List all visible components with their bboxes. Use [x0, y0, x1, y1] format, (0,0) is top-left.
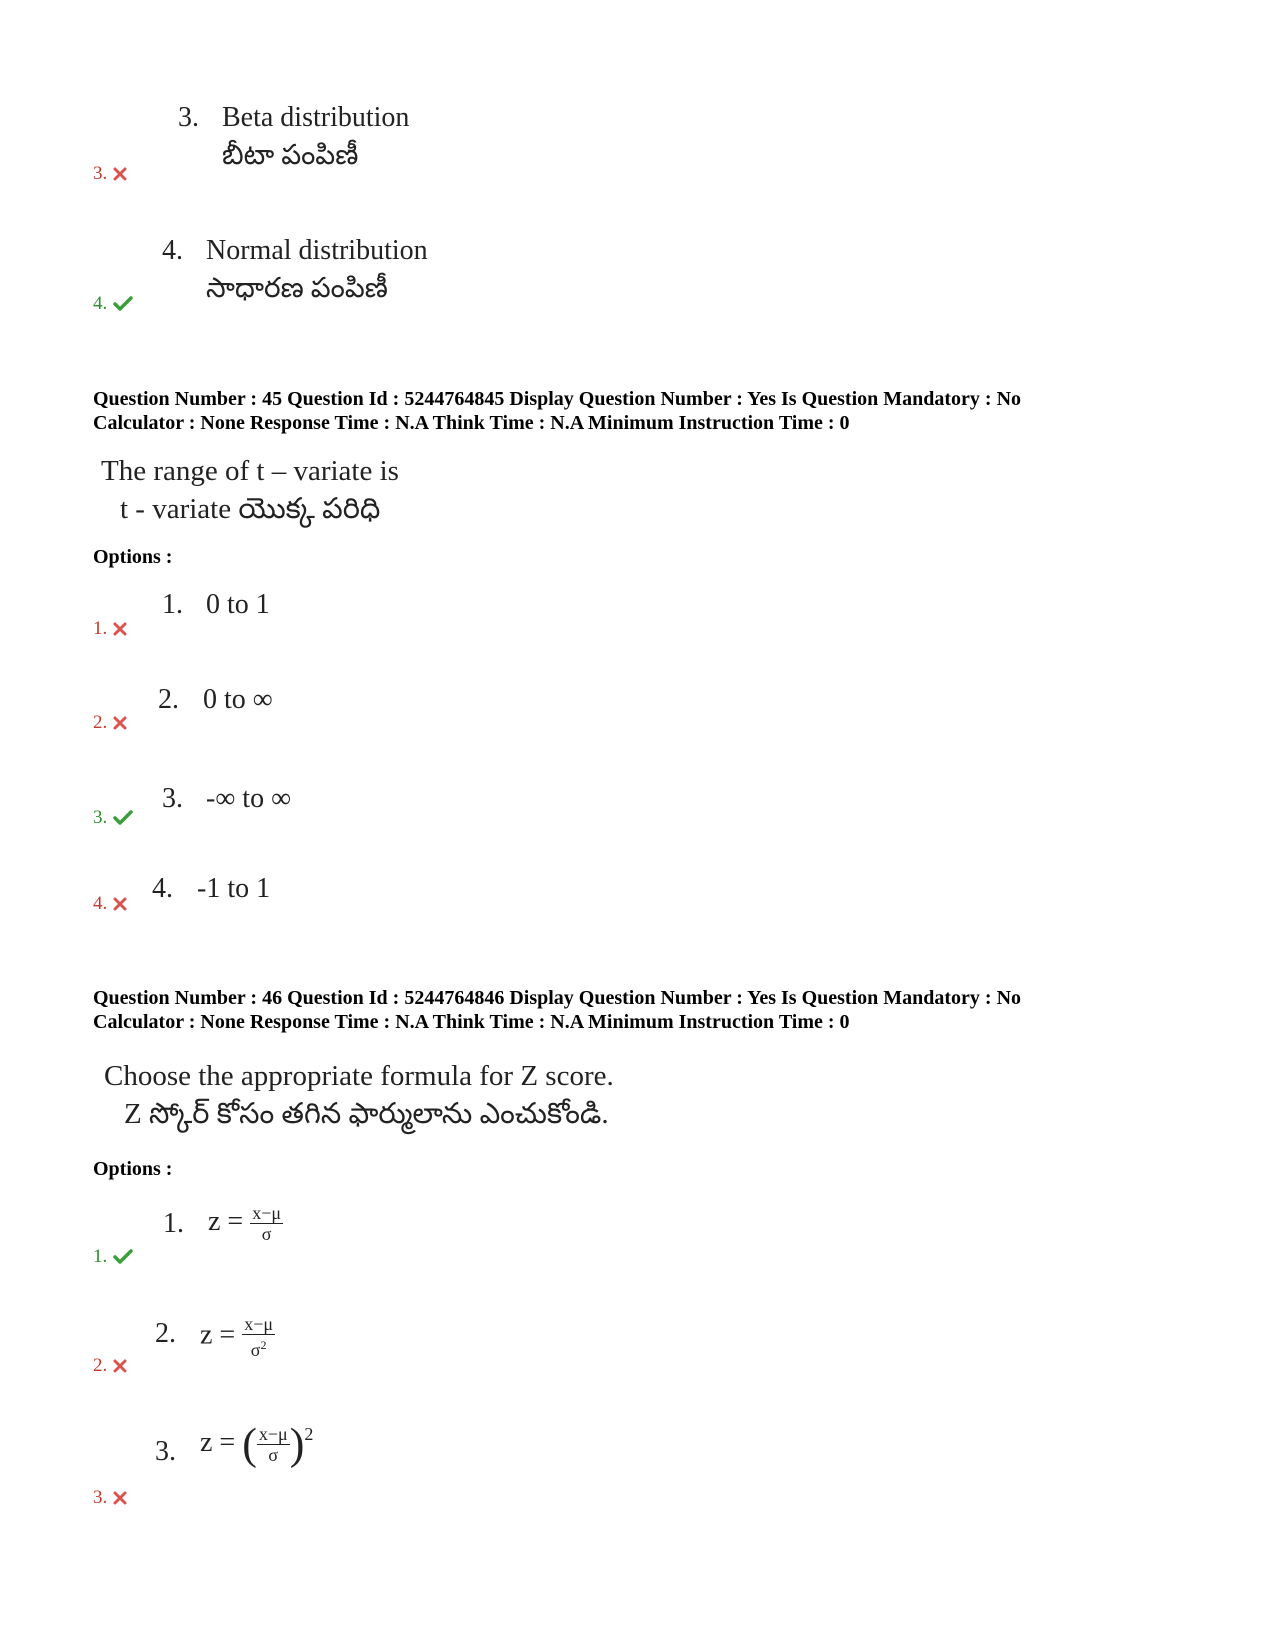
question-text-en: The range of t – variate is — [101, 455, 399, 487]
formula — [208, 1203, 283, 1244]
fraction-denominator: σ — [268, 1445, 279, 1465]
question-text-en: Choose the appropriate formula for Z score. — [104, 1060, 614, 1092]
option-text-te: బీటా పంపిణీ — [222, 140, 359, 171]
fraction-numerator: x−μ — [258, 1424, 288, 1444]
options-label: Options : — [93, 1158, 173, 1180]
right-paren: ) — [289, 1419, 305, 1469]
check-icon — [113, 810, 133, 826]
option-number: 3. — [155, 1436, 176, 1467]
left-paren: ( — [242, 1419, 257, 1469]
option-index-label: 3. — [93, 1487, 108, 1508]
option-number: 2. — [155, 1318, 176, 1349]
option-text: 0 to ∞ — [203, 684, 273, 715]
option-text: -∞ to ∞ — [206, 783, 292, 814]
check-icon — [113, 296, 133, 312]
option-text-te: సాధారణ పంపిణీ — [206, 273, 388, 304]
option-index-label: 3. — [93, 163, 108, 184]
option-index-label: 3. — [93, 807, 108, 828]
check-icon — [113, 1249, 133, 1265]
cross-icon — [113, 622, 127, 636]
option-index-label: 1. — [93, 618, 108, 639]
cross-icon — [113, 716, 127, 730]
option-index-label: 1. — [93, 1246, 108, 1267]
denominator-base: σ — [250, 1340, 261, 1360]
option-status — [93, 893, 127, 915]
fraction — [250, 1203, 283, 1244]
cross-icon — [113, 1491, 127, 1505]
fraction — [257, 1424, 290, 1465]
question-text-te: Z స్కోర్ కోసం తగిన ఫార్ములాను ఎంచుకోండి. — [124, 1098, 609, 1130]
question-meta-line2: Calculator : None Response Time : N.A Think Time : N.A Minimum Instruction Time : 0 — [93, 412, 850, 434]
option-number: 1. — [163, 1208, 184, 1239]
formula — [200, 1314, 275, 1360]
fraction-denominator — [242, 1335, 275, 1360]
cross-icon — [113, 1359, 127, 1373]
option-number: 3. — [162, 783, 183, 814]
cross-icon — [113, 897, 127, 911]
question-text-te: t - variate యొక్క పరిధి — [120, 493, 381, 525]
option-index-label: 4. — [93, 893, 108, 914]
option-status — [93, 807, 133, 829]
fraction — [242, 1314, 275, 1360]
fraction-numerator: x−μ — [252, 1203, 282, 1223]
option-status — [93, 1246, 133, 1268]
option-text-en: Beta distribution — [222, 102, 410, 133]
option-number: 4. — [162, 235, 183, 266]
fraction-numerator: x−μ — [244, 1314, 274, 1334]
options-label: Options : — [93, 546, 173, 568]
option-status-4-prev — [93, 293, 133, 315]
option-status — [93, 712, 127, 734]
fraction-denominator: σ — [261, 1224, 272, 1244]
option-status — [93, 618, 127, 640]
formula — [200, 1419, 314, 1469]
option-text: -1 to 1 — [197, 873, 271, 904]
question-meta-line1: Question Number : 45 Question Id : 5244764845 Display Question Number : Yes Is Question Mandatory : No — [93, 388, 1022, 410]
option-text: 0 to 1 — [206, 589, 270, 620]
option-number: 1. — [162, 589, 183, 620]
option-number: 4. — [152, 873, 173, 904]
formula-lhs: z = — [200, 1319, 236, 1351]
option-number: 3. — [178, 102, 199, 133]
option-number: 2. — [158, 684, 179, 715]
question-meta-line1: Question Number : 46 Question Id : 5244764846 Display Question Number : Yes Is Question Mandatory : No — [93, 987, 1022, 1009]
formula-lhs: z = — [208, 1205, 244, 1237]
option-status — [93, 1355, 127, 1377]
option-status-3-prev — [93, 163, 127, 185]
option-text-en: Normal distribution — [206, 235, 428, 266]
option-index-label: 2. — [93, 1355, 108, 1376]
option-status — [93, 1487, 127, 1509]
denominator-exponent: 2 — [260, 1338, 267, 1352]
option-index-label: 2. — [93, 712, 108, 733]
outer-exponent: 2 — [304, 1424, 314, 1444]
cross-icon — [113, 167, 127, 181]
option-index-label: 4. — [93, 293, 108, 314]
question-meta-line2: Calculator : None Response Time : N.A Think Time : N.A Minimum Instruction Time : 0 — [93, 1011, 850, 1033]
formula-lhs: z = — [200, 1426, 236, 1458]
